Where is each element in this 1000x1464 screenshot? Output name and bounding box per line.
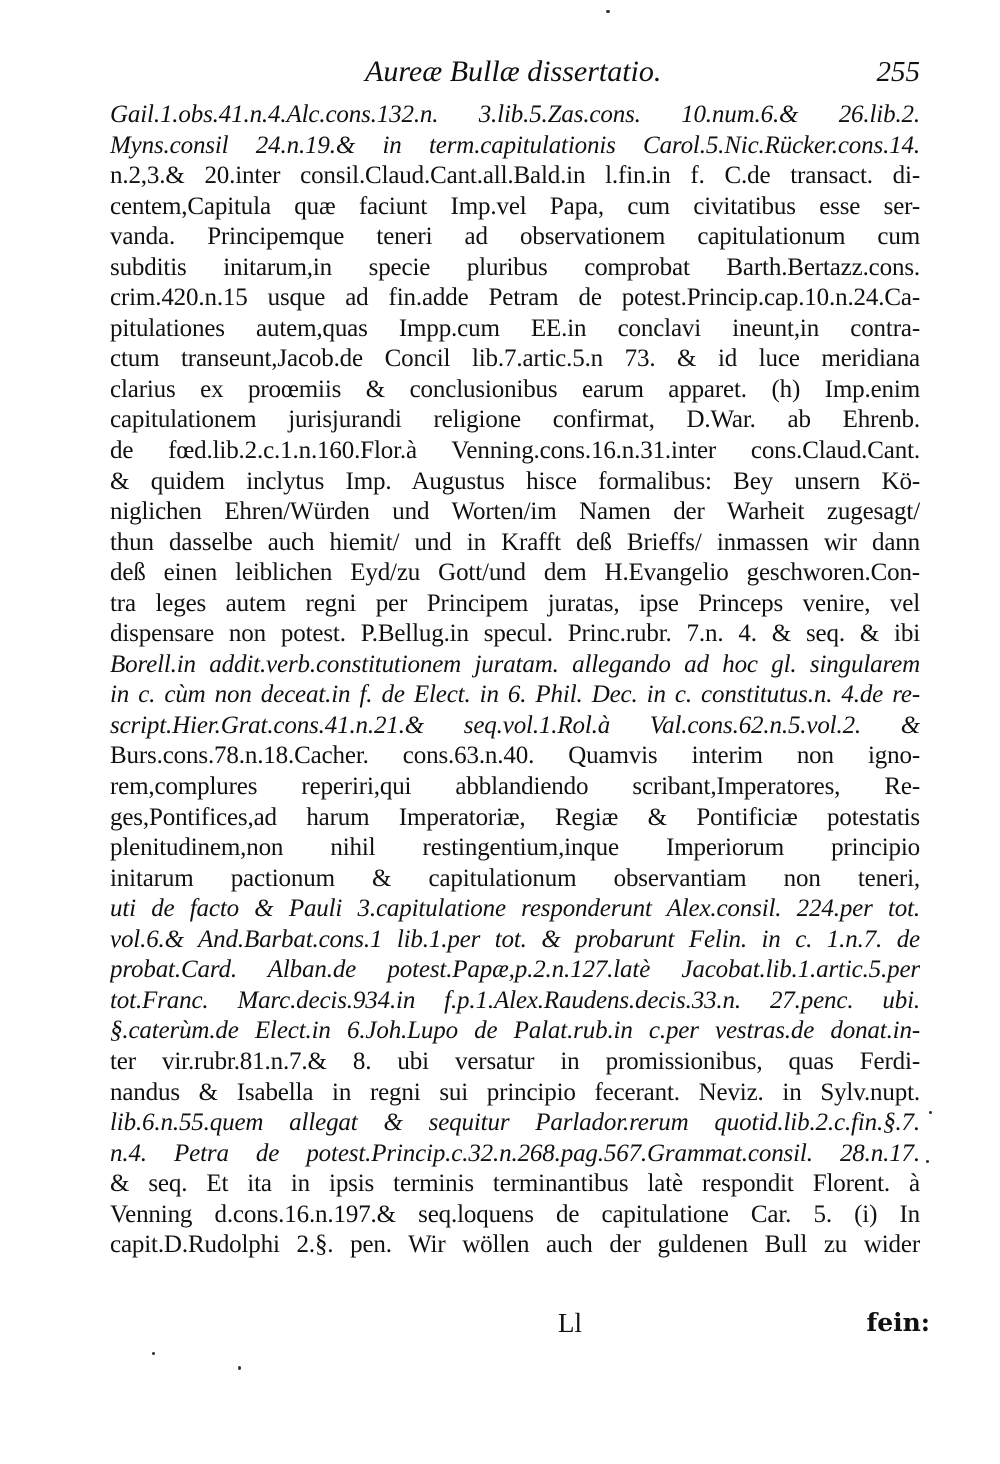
text-line: ges,Pontifices,ad harum Imperatoriæ, Regiæ & Pontificiæ potestatis (110, 803, 920, 831)
text-line: n.2,3.& 20.inter consil.Claud.Cant.all.Bald.in l.fin.in f. C.de transact. di- (110, 162, 920, 190)
text-line: in c. cùm non deceat.in f. de Elect. in 6. Phil. Dec. in c. constitutus.n. 4.de re- (110, 681, 920, 709)
text-line: Borell.in addit.verb.constitutionem juratam. allegando ad hoc gl. singularem (110, 650, 920, 678)
running-title: Aureæ Bullæ dissertatio. (365, 55, 662, 88)
text-line: clarius ex proœmiis & conclusionibus earum apparet. (h) Imp.enim (110, 375, 920, 403)
text-line: tra leges autem regni per Principem juratas, ipse Princeps venire, vel (110, 589, 920, 617)
text-line: pitulationes autem,quas Impp.cum EE.in conclavi ineunt,in contra- (110, 314, 920, 342)
signature-mark: Ll (558, 1308, 582, 1338)
text-line: §.caterùm.de Elect.in 6.Joh.Lupo de Palat.rub.in c.per vestras.de donat.in- (110, 1017, 920, 1045)
text-line: n.4. Petra de potest.Princip.c.32.n.268.pag.567.Grammat.consil. 28.n.17. (110, 1139, 920, 1167)
text-line: vanda. Principemque teneri ad observationem capitulationum cum (110, 223, 920, 251)
ink-speck (238, 1366, 241, 1370)
body-text (110, 100, 920, 1261)
text-line: niglichen Ehren/Würden und Worten/im Namen der Warheit zugesagt/ (110, 498, 920, 526)
page-number: 255 (876, 56, 920, 88)
text-line: crim.420.n.15 usque ad fin.adde Petram de potest.Princip.cap.10.n.24.Ca- (110, 284, 920, 312)
text-line: de fœd.lib.2.c.1.n.160.Flor.à Venning.cons.16.n.31.inter cons.Claud.Cant. (110, 437, 920, 465)
text-line: dispensare non potest. P.Bellug.in specul. Princ.rubr. 7.n. 4. & seq. & ibi (110, 620, 920, 648)
text-line: vol.6.& And.Barbat.cons.1 lib.1.per tot. & probarunt Felin. in c. 1.n.7. de (110, 925, 920, 953)
text-line: & quidem inclytus Imp. Augustus hisce formalibus: Bey unsern Kö- (110, 467, 920, 495)
text-line: & seq. Et ita in ipsis terminis terminantibus latè respondit Florent. à (110, 1170, 920, 1198)
text-line: probat.Card. Alban.de potest.Papæ,p.2.n.127.latè Jacobat.lib.1.artic.5.per (110, 956, 920, 984)
text-line: Myns.consil 24.n.19.& in term.capitulationis Carol.5.Nic.Rücker.cons.14. (110, 131, 920, 159)
text-line: ctum transeunt,Jacob.de Concil lib.7.artic.5.n 73. & id luce meridiana (110, 345, 920, 373)
text-line: tot.Franc. Marc.decis.934.in f.p.1.Alex.Raudens.decis.33.n. 27.penc. ubi. (110, 986, 920, 1014)
text-line: capitulationem jurisjurandi religione confirmat, D.War. ab Ehrenb. (110, 406, 920, 434)
catchword: fein: (866, 1308, 930, 1337)
text-line: lib.6.n.55.quem allegat & sequitur Parlador.rerum quotid.lib.2.c.fin.§.7. (110, 1109, 920, 1137)
text-line: initarum pactionum & capitulationum observantiam non teneri, (110, 864, 920, 892)
text-line: subditis initarum,in specie pluribus comprobat Barth.Bertazz.cons. (110, 253, 920, 281)
text-line: script.Hier.Grat.cons.41.n.21.& seq.vol.1.Rol.à Val.cons.62.n.5.vol.2. & (110, 711, 920, 739)
text-line: rem,complures reperiri,qui abblandiendo scribant,Imperatores, Re- (110, 773, 920, 801)
text-line: thun dasselbe auch hiemit/ und in Krafft deß Brieffs/ inmassen wir dann (110, 528, 920, 556)
ink-speck (152, 1352, 155, 1355)
text-line: Venning d.cons.16.n.197.& seq.loquens de capitulatione Car. 5. (i) In (110, 1200, 920, 1228)
ink-speck (929, 1111, 932, 1114)
text-line: Burs.cons.78.n.18.Cacher. cons.63.n.40. Quamvis interim non igno- (110, 742, 920, 770)
text-line: plenitudinem,non nihil restingentium,inque Imperiorum principio (110, 834, 920, 862)
text-line: Gail.1.obs.41.n.4.Alc.cons.132.n. 3.lib.5.Zas.cons. 10.num.6.& 26.lib.2. (110, 101, 920, 128)
text-line: nandus & Isabella in regni sui principio fecerant. Neviz. in Sylv.nupt. (110, 1078, 920, 1106)
text-line: ter vir.rubr.81.n.7.& 8. ubi versatur in promissionibus, quas Ferdi- (110, 1047, 920, 1075)
ink-speck (606, 10, 610, 13)
running-head (112, 52, 920, 92)
text-line: uti de facto & Pauli 3.capitulatione responderunt Alex.consil. 224.per tot. (110, 895, 920, 923)
page-footer (110, 1303, 930, 1343)
text-line: centem,Capitula quæ faciunt Imp.vel Papa, cum civitatibus esse ser- (110, 192, 920, 220)
text-line: capit.D.Rudolphi 2.§. pen. Wir wöllen auch der guldenen Bull zu wider (110, 1231, 920, 1259)
text-line: deß einen leiblichen Eyd/zu Gott/und dem H.Evangelio geschworen.Con- (110, 559, 920, 587)
ink-speck (926, 1160, 929, 1163)
